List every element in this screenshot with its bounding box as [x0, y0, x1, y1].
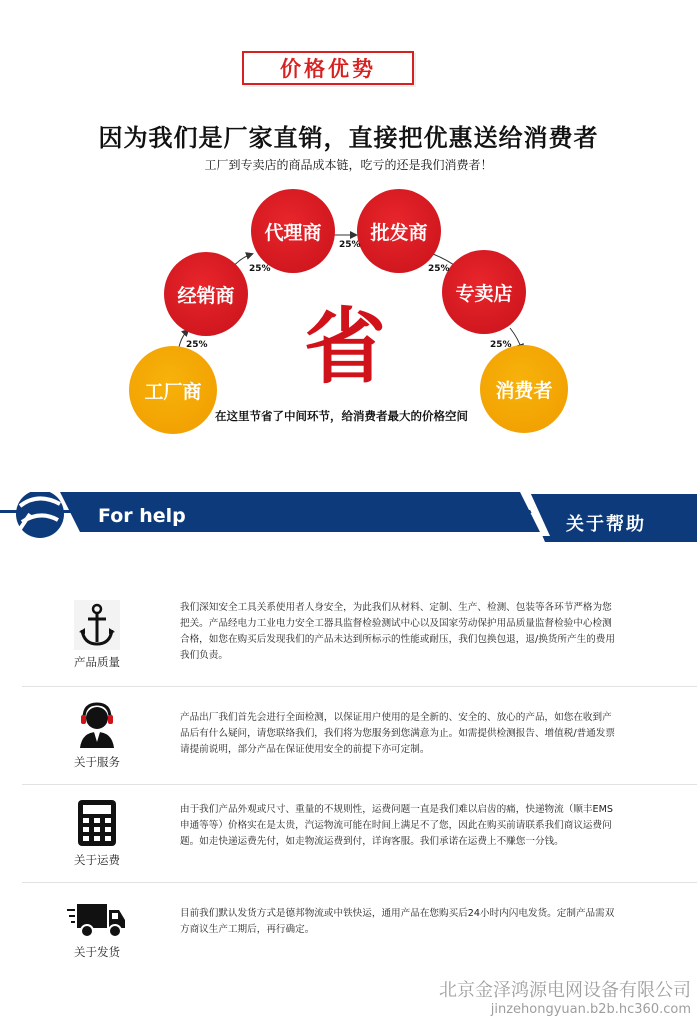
percent-label-3: 25% — [339, 240, 361, 250]
percent-label-2: 25% — [249, 264, 271, 274]
help-logo-icon — [14, 492, 64, 538]
truck-icon — [67, 898, 127, 940]
node-agent — [251, 189, 335, 273]
node-consumer-label: 消费者 — [495, 379, 553, 402]
node-wholesaler — [357, 189, 441, 273]
node-distributor — [164, 252, 248, 336]
node-distributor-label: 经销商 — [177, 284, 235, 307]
section-quality — [22, 600, 697, 670]
node-store-label: 专卖店 — [455, 282, 513, 305]
node-agent-label: 代理商 — [264, 221, 322, 244]
help-cn-title: 关于帮助 — [566, 514, 646, 535]
section-label: 关于运费 — [74, 853, 120, 867]
footer-url: jinzehongyuan.b2b.hc360.com — [490, 1002, 691, 1017]
chain-caption: 在这里节省了中间环节，给消费者最大的价格空间 — [215, 409, 468, 423]
percent-label-5: 25% — [490, 340, 512, 350]
anchor-icon — [74, 600, 120, 650]
section-service — [22, 700, 697, 770]
divider — [22, 882, 697, 883]
node-consumer — [480, 345, 568, 433]
node-wholesaler-label: 批发商 — [370, 221, 428, 244]
help-en-title: For help — [98, 505, 186, 527]
node-factory — [129, 346, 217, 434]
page-title: 价格优势 — [280, 56, 376, 81]
save-character: 省 — [304, 299, 387, 395]
price-advantage-title-box — [242, 51, 414, 85]
section-label: 关于服务 — [74, 755, 120, 769]
divider — [22, 686, 697, 687]
headline: 因为我们是厂家直销，直接把优惠送给消费者 — [98, 124, 599, 152]
divider — [22, 784, 697, 785]
footer-company: 北京金泽鸿源电网设备有限公司 — [439, 980, 691, 1001]
calculator-icon — [76, 798, 118, 848]
section-text: 目前我们默认发货方式是德邦物流或中铁快运，通用产品在您购买后24小时内闪电发货。定制产品需双方商议生产工期后，再行确定。 — [180, 908, 615, 935]
node-store — [442, 250, 526, 334]
node-factory-label: 工厂商 — [144, 380, 202, 403]
section-delivery — [22, 898, 697, 960]
percent-label-1: 25% — [186, 340, 208, 350]
subline: 工厂到专卖店的商品成本链，吃亏的还是我们消费者！ — [204, 158, 493, 172]
customer-service-icon — [74, 700, 120, 750]
section-text: 由于我们产品外观或尺寸、重量的不规则性，运费问题一直是我们难以启齿的痛，快递物流（顺丰EMS申通等等）价格实在是太贵，汽运物流可能在时间上满足不了您，因此在购买前请联系我们商议运费问题。如走快递运费先付，如走物流运费到付，详询客服。我们承诺在运费上不赚您一分钱。 — [180, 804, 613, 847]
section-text: 产品出厂我们首先会进行全面检测，以保证用户使用的是全新的、安全的、放心的产品，如您在收到产品后有什么疑问，请您联络我们，我们将为您服务到您满意为止。如需提供检测报告、增值税/普通发票请提前说明，部分产品在保证使用安全的前提下亦可定制。 — [180, 712, 615, 755]
section-label: 产品质量 — [74, 655, 120, 669]
section-label: 关于发货 — [74, 945, 120, 959]
percent-label-4: 25% — [428, 264, 450, 274]
section-text: 我们深知安全工具关系使用者人身安全，为此我们从材料、定制、生产、检测、包装等各环节严格为您把关。产品经电力工业电力安全工器具监督检验测试中心以及国家劳动保护用品质量监督检验中心检测合格，如您在购买后发现我们的产品未达到所标示的性能或耐压，我们包换包退，退/换货所产生的费用我们负责。 — [180, 602, 615, 661]
section-shipping-fee — [22, 798, 697, 868]
